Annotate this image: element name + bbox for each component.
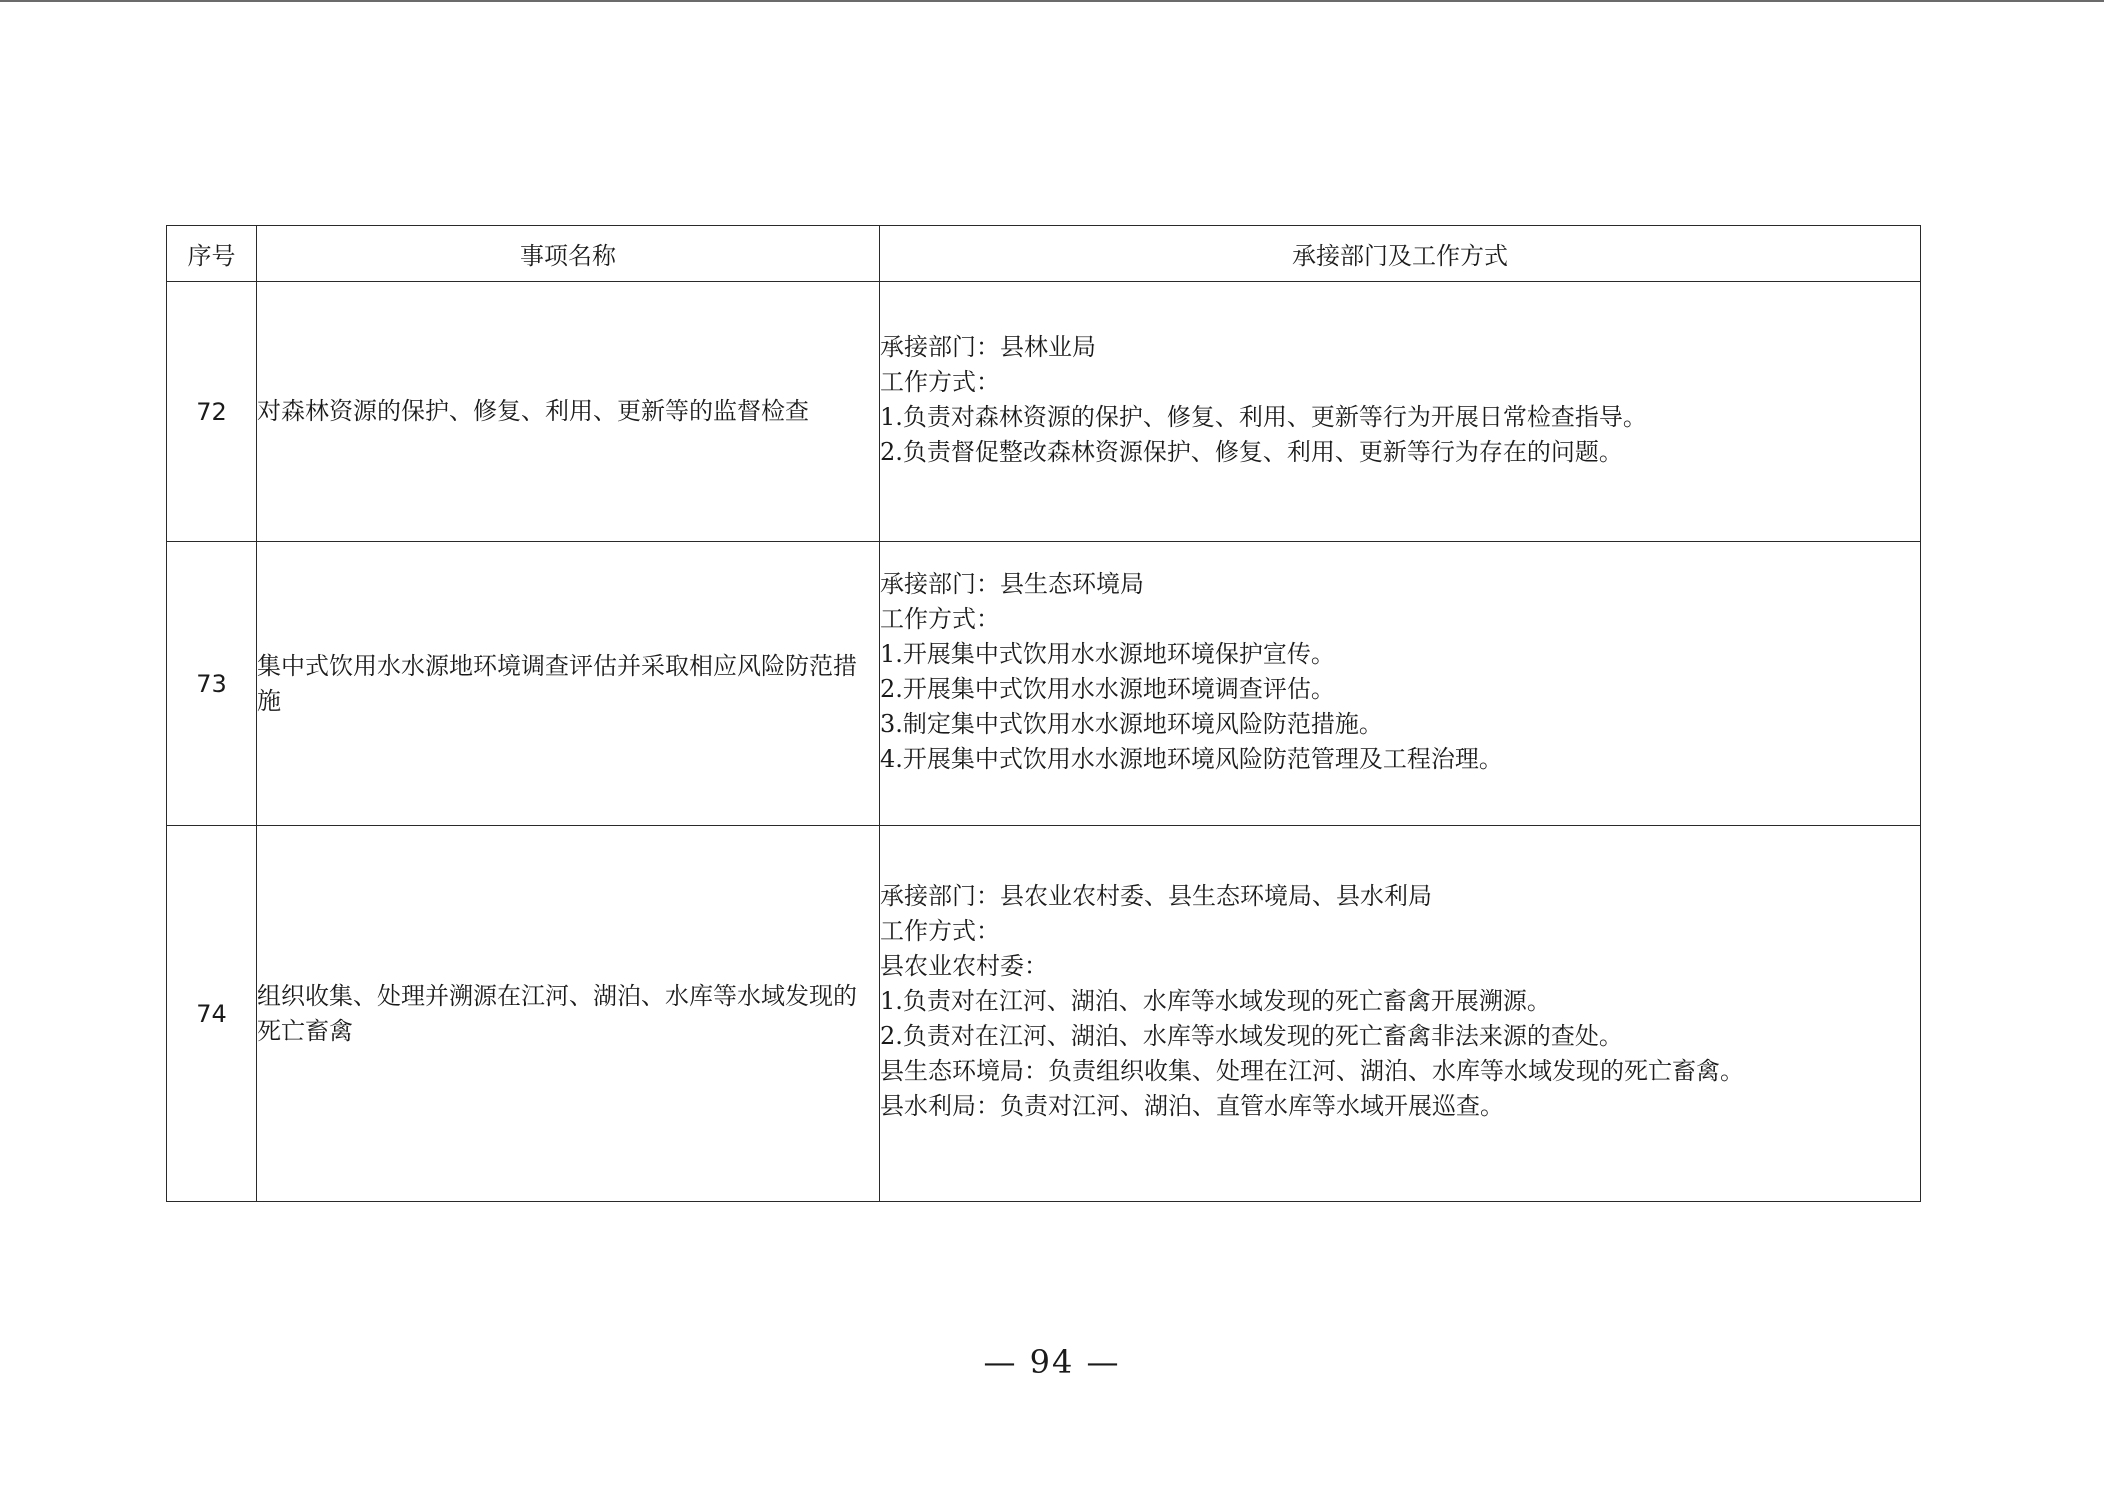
dept-line: 4.开展集中式饮用水水源地环境风险防范管理及工程治理。: [880, 744, 1503, 773]
dept-line: 承接部门：县林业局: [880, 332, 1096, 361]
dept-line: 2.负责督促整改森林资源保护、修复、利用、更新等行为存在的问题。: [880, 437, 1623, 466]
page-number: — 94 —: [983, 1343, 1121, 1381]
dept-line: 县农业农村委：: [880, 952, 1048, 980]
header-item-name: 事项名称: [257, 226, 880, 282]
header-dept-method: 承接部门及工作方式: [880, 226, 1921, 282]
table-row: [167, 282, 1921, 542]
dept-line: 工作方式：: [880, 367, 1000, 396]
dept-line: 1.负责对在江河、湖泊、水库等水域发现的死亡畜禽开展溯源。: [880, 987, 1551, 1015]
top-border-line: [0, 0, 2104, 2]
dept-line: 县水利局：负责对江河、湖泊、直管水库等水域开展巡查。: [880, 1092, 1504, 1120]
row-dept-method: [880, 282, 1921, 542]
dept-line: 2.负责对在江河、湖泊、水库等水域发现的死亡畜禽非法来源的查处。: [880, 1022, 1623, 1050]
dept-line: 1.负责对森林资源的保护、修复、利用、更新等行为开展日常检查指导。: [880, 402, 1647, 431]
dept-line: 工作方式：: [880, 917, 1000, 945]
dept-line: 承接部门：县生态环境局: [880, 569, 1144, 598]
row-dept-method: [880, 542, 1921, 826]
dept-line: 工作方式：: [880, 604, 1000, 633]
row-item-name: 对森林资源的保护、修复、利用、更新等的监督检查: [257, 282, 880, 542]
dept-line: 县生态环境局：负责组织收集、处理在江河、湖泊、水库等水域发现的死亡畜禽。: [880, 1057, 1744, 1085]
row-seq: 73: [167, 542, 257, 826]
row-seq: 72: [167, 282, 257, 542]
dept-line: 1.开展集中式饮用水水源地环境保护宣传。: [880, 639, 1335, 668]
dept-line: 3.制定集中式饮用水水源地环境风险防范措施。: [880, 709, 1383, 738]
table-row: [167, 542, 1921, 826]
header-seq: 序号: [167, 226, 257, 282]
row-item-name: 集中式饮用水水源地环境调查评估并采取相应风险防范措施: [257, 542, 880, 826]
row-seq: 74: [167, 826, 257, 1202]
dept-line: 承接部门：县农业农村委、县生态环境局、县水利局: [880, 882, 1432, 910]
table-header-row: [167, 226, 1921, 282]
row-item-name: 组织收集、处理并溯源在江河、湖泊、水库等水域发现的死亡畜禽: [257, 826, 880, 1202]
matters-table: [166, 225, 1921, 1202]
row-dept-method: [880, 826, 1921, 1202]
table-row: [167, 826, 1921, 1202]
dept-line: 2.开展集中式饮用水水源地环境调查评估。: [880, 674, 1335, 703]
